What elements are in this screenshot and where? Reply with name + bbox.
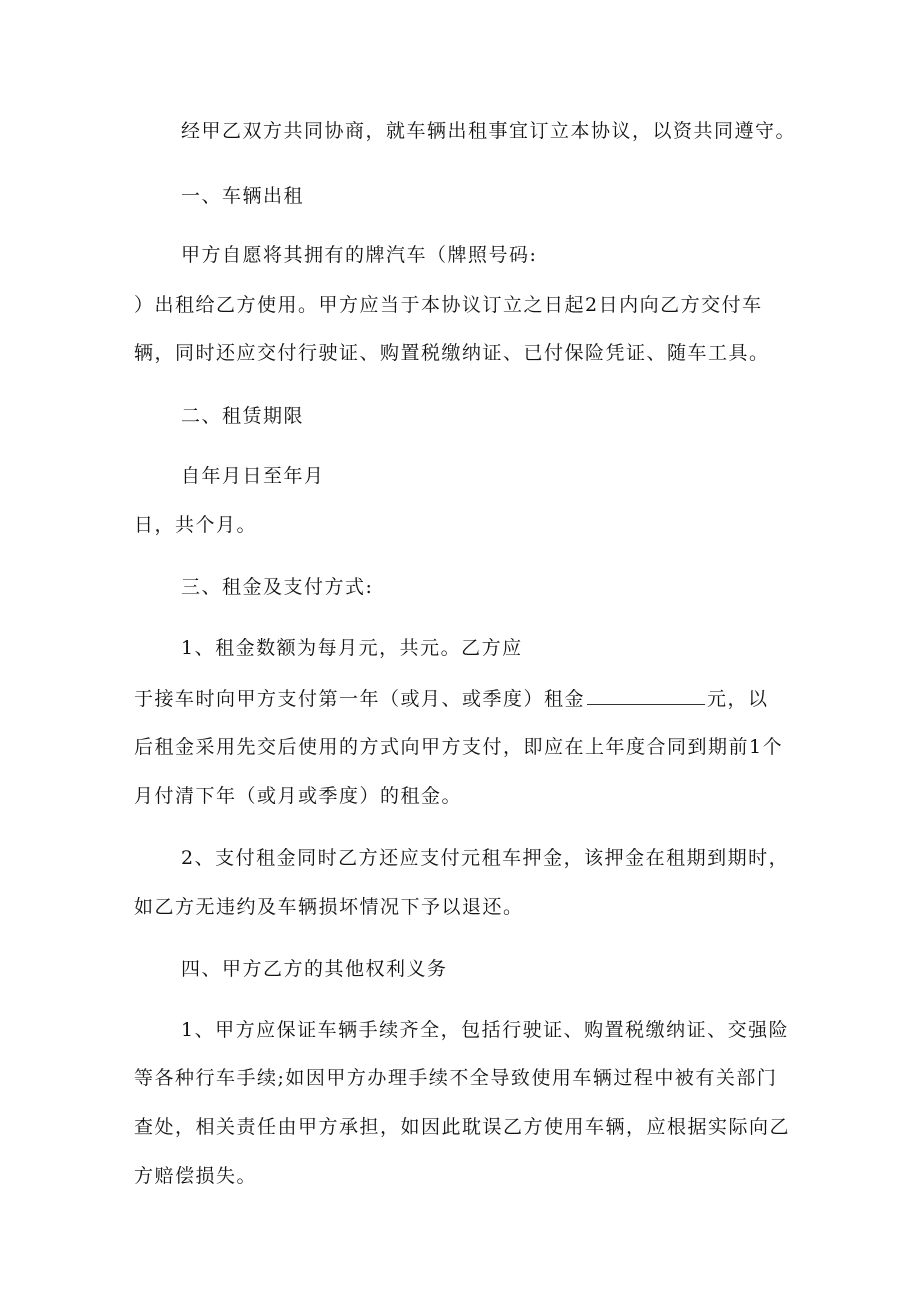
section-4-heading: 四、甲方乙方的其他权利义务 (181, 958, 448, 980)
section-3-item-1-line-2 (134, 686, 769, 711)
section-3-item-2-line-2: 如乙方无违约及车辆损坏情况下予以退还。 (134, 896, 524, 918)
rent-amount-blank (587, 686, 705, 705)
section-3-item-2-line-1: 2、支付租金同时乙方还应支付元租车押金，该押金在租期到期时， (181, 847, 790, 869)
rent-text-after-blank: 元，以 (707, 688, 769, 710)
section-3-heading: 三、租金及支付方式: (181, 576, 374, 598)
intro-paragraph: 经甲乙双方共同协商，就车辆出租事宜订立本协议，以资共同遵守。 (181, 120, 797, 142)
section-1-line-1: 甲方自愿将其拥有的牌汽车（牌照号码: (181, 244, 538, 266)
section-1-heading: 一、车辆出租 (181, 185, 305, 207)
section-4-item-1-line-4: 方赔偿损失。 (134, 1165, 258, 1187)
section-2-heading: 二、租赁期限 (181, 405, 305, 427)
section-4-item-1-line-2: 等各种行车手续;如因甲方办理手续不全导致使用车辆过程中被有关部门 (134, 1067, 778, 1089)
section-2-line-2: 日，共个月。 (134, 514, 258, 536)
section-3-item-1-line-4: 月付清下年（或月或季度）的租金。 (134, 785, 463, 807)
section-3-item-1-line-1: 1、租金数额为每月元，共元。乙方应 (181, 637, 523, 659)
section-1-line-3: 辆，同时还应交付行驶证、购置税缴纳证、已付保险凭证、随车工具。 (134, 342, 770, 364)
section-3-item-1-line-3: 后租金采用先交后使用的方式向甲方支付，即应在上年度合同到期前1个 (134, 736, 784, 758)
section-1-line-2: ）出租给乙方使用。甲方应当于本协议订立之日起2日内向乙方交付车 (134, 294, 763, 316)
rent-text-before-blank: 于接车时向甲方支付第一年（或月、或季度）租金 (134, 688, 586, 710)
section-2-line-1: 自年月日至年月 (181, 465, 325, 487)
section-4-item-1-line-1: 1、甲方应保证车辆手续齐全，包括行驶证、购置税缴纳证、交强险 (181, 1019, 790, 1041)
section-4-item-1-line-3: 查处，相关责任由甲方承担，如因此耽误乙方使用车辆，应根据实际向乙 (134, 1116, 791, 1138)
